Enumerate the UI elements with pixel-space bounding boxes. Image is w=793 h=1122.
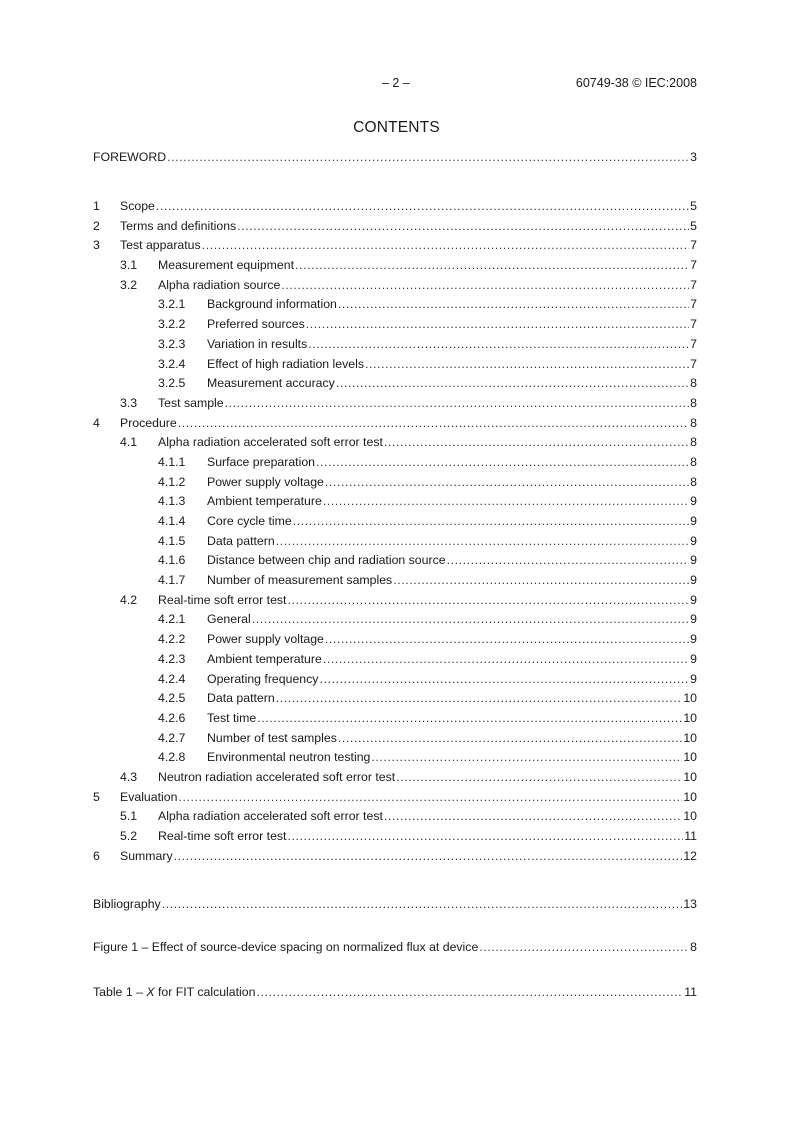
toc-entry-page: 8 (690, 435, 697, 450)
toc-entry-number: 3.3 (120, 395, 138, 410)
toc-entry[interactable] (93, 473, 697, 493)
toc-entry-text: Terms and definitions (120, 218, 237, 233)
toc-entry-page: 10 (683, 789, 697, 804)
toc-entry-text: Data pattern (207, 691, 275, 706)
toc-entry-text: Evaluation (120, 789, 178, 804)
toc-entry-number: 5.2 (120, 829, 138, 843)
toc-entry[interactable] (93, 827, 697, 847)
toc-entry-text: Measurement equipment (158, 258, 295, 273)
toc-entry[interactable] (93, 394, 697, 414)
dot-leader (178, 414, 689, 434)
toc-entry-page: 11 (684, 829, 697, 843)
dot-leader (325, 473, 689, 493)
toc-entry[interactable] (93, 847, 697, 867)
toc-entry-page: 9 (690, 632, 697, 647)
toc-foreword[interactable] (93, 148, 697, 168)
toc-entry-number: 4.2.2 (158, 632, 186, 647)
toc-entry-text: Bibliography (93, 897, 161, 911)
toc-entry-page: 11 (684, 985, 697, 999)
dot-leader (306, 315, 689, 335)
toc-entry-page: 8 (690, 474, 697, 489)
toc-entry-number: 4 (93, 415, 100, 430)
toc-entry-page: 8 (690, 395, 697, 410)
toc-entry-text: Measurement accuracy (207, 376, 335, 391)
toc-entry-number: 4.2 (120, 592, 138, 607)
toc-entry[interactable] (93, 433, 697, 453)
toc-entry-text: Number of measurement samples (207, 573, 393, 588)
toc-entry[interactable] (93, 551, 697, 571)
table-caption-suffix: for FIT calculation (154, 985, 256, 999)
toc-entry[interactable] (93, 689, 697, 709)
toc-entry-number: 3.2 (120, 277, 138, 292)
toc-entry[interactable] (93, 276, 697, 296)
toc-entry-number: 5.1 (120, 809, 138, 824)
toc-entry-text: Test sample (158, 395, 224, 410)
toc-entry-text: Data pattern (207, 533, 275, 548)
toc-entry[interactable] (93, 610, 697, 630)
toc-entry-number: 4.2.3 (158, 651, 186, 666)
toc-entry[interactable] (93, 256, 697, 276)
dot-leader (257, 709, 682, 729)
toc-entry-page: 8 (690, 376, 697, 391)
toc-entry-page: 7 (690, 356, 697, 371)
toc-entry-page: 9 (690, 533, 697, 548)
toc-entry[interactable] (93, 355, 697, 375)
dot-leader (174, 847, 683, 867)
toc-entry-page: 8 (690, 940, 697, 954)
toc-entry-number: 3.2.5 (158, 376, 186, 391)
toc-entry-number: 4.2.5 (158, 691, 186, 706)
toc-entry[interactable] (93, 236, 697, 256)
toc-entry-page: 5 (690, 218, 697, 233)
toc-entry-page: 9 (690, 514, 697, 528)
toc-entry-text: Background information (207, 297, 337, 312)
toc-entry[interactable] (93, 374, 697, 394)
toc-entry-number: 6 (93, 848, 100, 863)
toc-entry-number: 4.1.4 (158, 514, 186, 528)
dot-leader (252, 610, 689, 630)
dot-leader (479, 938, 689, 958)
toc-entry-number: 5 (93, 789, 100, 804)
toc-entry-text: Core cycle time (207, 514, 292, 528)
toc-entry-page: 7 (690, 336, 697, 351)
toc-entry[interactable] (93, 729, 697, 749)
toc-entry-page: 10 (683, 691, 697, 706)
toc-entry-number: 4.1.2 (158, 474, 186, 489)
toc-entry-page: 9 (690, 494, 697, 509)
toc-entry-number: 4.2.6 (158, 710, 186, 725)
table-caption-prefix: Table 1 – (93, 985, 147, 999)
dot-leader (338, 295, 689, 315)
toc-entry-text: Scope (120, 199, 155, 213)
toc-entry-number: 2 (93, 218, 100, 233)
toc-entry[interactable] (93, 630, 697, 650)
dot-leader (371, 748, 682, 768)
toc-entry-page: 10 (683, 750, 697, 765)
toc-entry[interactable] (93, 217, 697, 237)
toc-entry-page: 9 (690, 592, 697, 607)
toc-entry-page: 7 (690, 297, 697, 312)
toc-entry[interactable] (93, 295, 697, 315)
toc-entry[interactable] (93, 453, 697, 473)
toc-entry-text: Operating frequency (207, 671, 319, 686)
toc-entry-text: Number of test samples (207, 730, 337, 745)
toc-entry-page: 9 (690, 553, 697, 568)
toc-entry-text: Test time (207, 710, 257, 725)
toc-entry-text: Surface preparation (207, 454, 316, 469)
toc-entry-text: Real-time soft error test (158, 829, 287, 843)
toc-figure-1[interactable] (93, 938, 697, 958)
dot-leader (325, 630, 689, 650)
toc-entry-text: Alpha radiation source (158, 277, 281, 292)
toc-entry[interactable] (93, 788, 697, 808)
dot-leader (256, 983, 683, 1003)
toc-entry-page: 10 (683, 710, 697, 725)
toc-entry-text: Variation in results (207, 336, 308, 351)
toc-entry-number: 3.2.3 (158, 336, 186, 351)
toc-entry-number: 4.2.4 (158, 671, 186, 686)
dot-leader (393, 571, 689, 591)
toc-entry-page: 9 (690, 612, 697, 627)
dot-leader (287, 827, 683, 847)
toc-entry-page: 7 (690, 277, 697, 292)
dot-leader (447, 551, 690, 571)
table-caption-variable: X (146, 985, 155, 999)
toc-entry[interactable] (93, 670, 697, 690)
toc-entry-page: 7 (690, 258, 697, 273)
dot-leader (308, 335, 689, 355)
toc-entry[interactable] (93, 532, 697, 552)
dot-leader (323, 650, 689, 670)
dot-leader (276, 532, 689, 552)
toc-entry-number: 3.1 (120, 258, 138, 273)
dot-leader (293, 512, 689, 532)
toc-entry[interactable] (93, 650, 697, 670)
toc-entry-text: General (207, 612, 251, 627)
dot-leader (336, 374, 689, 394)
toc-entry-number: 4.2.8 (158, 750, 186, 765)
toc-entry-number: 4.2.1 (158, 612, 186, 627)
toc-entry-page: 9 (690, 671, 697, 686)
dot-leader (384, 807, 682, 827)
toc-entry-text: Procedure (120, 415, 177, 430)
toc-table-1[interactable] (93, 983, 697, 1003)
toc-entry[interactable] (93, 807, 697, 827)
dot-leader (276, 689, 683, 709)
dot-leader (156, 197, 689, 217)
document-reference: 60749-38 © IEC:2008 (575, 76, 697, 90)
toc-entry-number: 4.1.1 (158, 454, 186, 469)
toc-entry-page: 3 (690, 150, 697, 164)
toc-entry[interactable] (93, 492, 697, 512)
toc-entry-number: 4.3 (120, 769, 138, 784)
dot-leader (162, 895, 683, 915)
toc-entry-page: 10 (683, 730, 697, 745)
toc-entry-number: 4.1.6 (158, 553, 186, 568)
page-title: CONTENTS (353, 119, 440, 136)
toc-entry-text (93, 983, 255, 1003)
toc-entry-text: Summary (120, 848, 173, 863)
toc-entry[interactable] (93, 591, 697, 611)
toc-entry-number: 3.2.4 (158, 356, 186, 371)
toc-entry[interactable] (93, 335, 697, 355)
toc-entry-text: Ambient temperature (207, 651, 322, 666)
dot-leader (295, 256, 689, 276)
toc-entry-page: 7 (690, 238, 697, 253)
toc-entry-page: 9 (690, 573, 697, 588)
dot-leader (323, 492, 689, 512)
toc-list (93, 197, 697, 866)
dot-leader (178, 788, 682, 808)
toc-entry-page: 8 (690, 454, 697, 469)
toc-entry-number: 1 (93, 199, 100, 213)
toc-entry-page: 5 (690, 199, 697, 213)
dot-leader (202, 236, 689, 256)
toc-entry[interactable] (93, 748, 697, 768)
dot-leader (319, 670, 689, 690)
toc-entry[interactable] (93, 709, 697, 729)
toc-entry-number: 3 (93, 238, 100, 253)
dot-leader (338, 729, 682, 749)
toc-entry-text: Power supply voltage (207, 474, 324, 489)
toc-bibliography[interactable] (93, 895, 697, 915)
dot-leader (287, 591, 689, 611)
page-number: – 2 – (382, 76, 410, 90)
toc-entry-number: 3.2.1 (158, 297, 186, 312)
toc-entry[interactable] (93, 197, 697, 217)
toc-entry-text: Alpha radiation accelerated soft error test (158, 809, 383, 824)
toc-entry-number: 4.2.7 (158, 730, 186, 745)
toc-entry-text: Power supply voltage (207, 632, 324, 647)
toc-entry-text: Test apparatus (120, 238, 201, 253)
dot-leader (225, 394, 690, 414)
toc-entry-page: 12 (683, 848, 697, 863)
toc-entry-number: 4.1.3 (158, 494, 186, 509)
toc-entry-text: Effect of high radiation levels (207, 356, 364, 371)
toc-entry[interactable] (93, 512, 697, 532)
toc-entry-text: Distance between chip and radiation source (207, 553, 446, 568)
toc-entry-page: 10 (683, 809, 697, 824)
toc-entry-text: Environmental neutron testing (207, 750, 371, 765)
toc-entry-text: Figure 1 – Effect of source-device spacing on normalized flux at device (93, 940, 479, 954)
toc-entry[interactable] (93, 768, 697, 788)
toc-entry-text: Neutron radiation accelerated soft error test (158, 769, 396, 784)
toc-entry-number: 3.2.2 (158, 317, 186, 332)
dot-leader (167, 148, 689, 168)
toc-entry-page: 10 (683, 769, 697, 784)
toc-entry[interactable] (93, 414, 697, 434)
toc-entry[interactable] (93, 571, 697, 591)
dot-leader (365, 355, 689, 375)
toc-entry-number: 4.1.7 (158, 573, 186, 588)
dot-leader (281, 276, 689, 296)
toc-entry-text: Real-time soft error test (158, 592, 287, 607)
dot-leader (396, 768, 682, 788)
toc-entry-text: FOREWORD (93, 150, 167, 164)
toc-entry-text: Alpha radiation accelerated soft error test (158, 435, 383, 450)
toc-entry-page: 9 (690, 651, 697, 666)
toc-entry-number: 4.1 (120, 435, 138, 450)
toc-entry-text: Ambient temperature (207, 494, 322, 509)
toc-entry-text: Preferred sources (207, 317, 305, 332)
toc-entry-page: 8 (690, 415, 697, 430)
toc-entry-page: 7 (690, 317, 697, 332)
toc-entry-page: 13 (683, 897, 697, 911)
toc-entry[interactable] (93, 315, 697, 335)
toc-entry-number: 4.1.5 (158, 533, 186, 548)
dot-leader (384, 433, 689, 453)
dot-leader (237, 217, 689, 237)
dot-leader (316, 453, 689, 473)
